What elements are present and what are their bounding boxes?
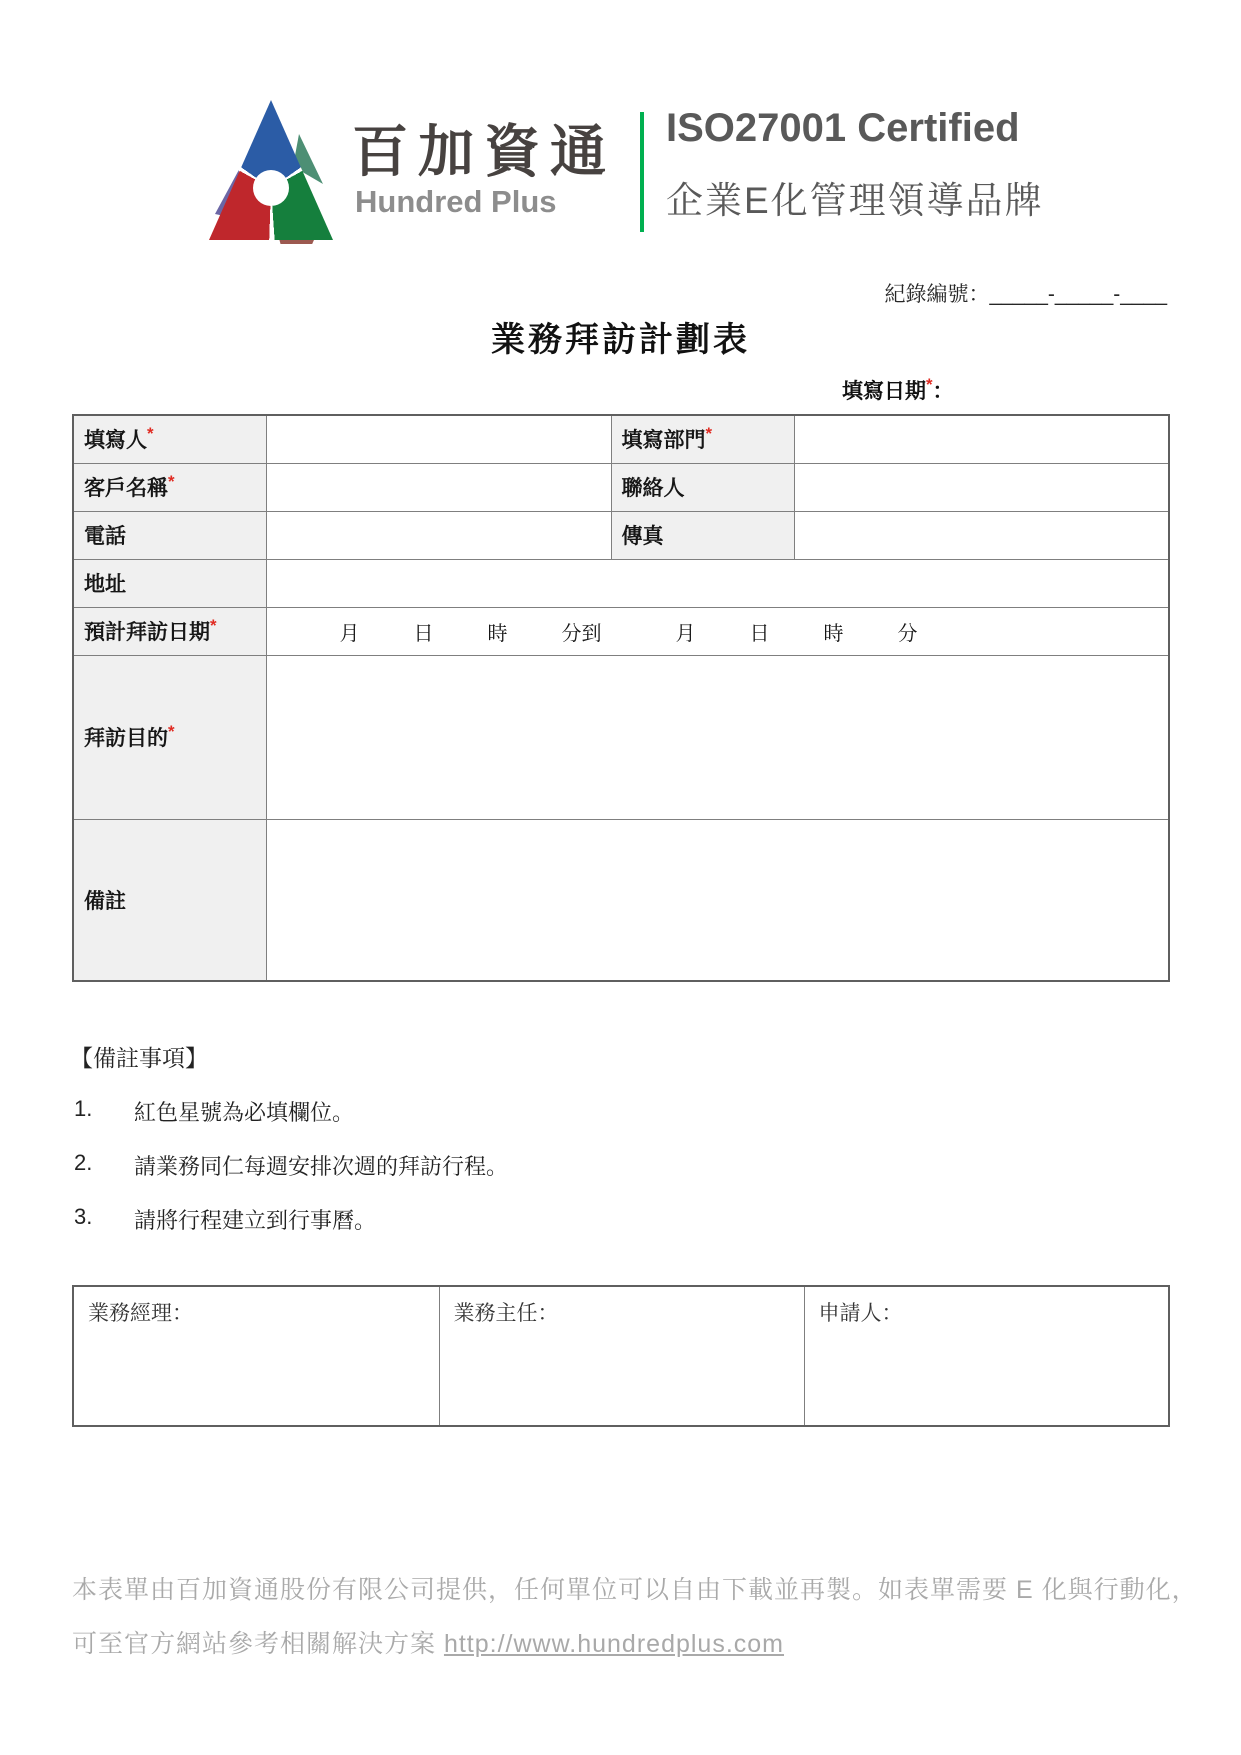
date-token-hour2: 時	[823, 622, 844, 645]
table-row	[73, 1286, 1169, 1426]
input-cell-fax	[794, 511, 1169, 559]
required-mark: *	[210, 616, 217, 635]
visit-date-placeholders	[268, 617, 1168, 646]
signature-table	[72, 1285, 1170, 1427]
date-token-hour: 時	[487, 622, 508, 645]
label-text: 拜訪目的	[84, 727, 168, 750]
label-phone	[73, 511, 266, 559]
table-row	[73, 415, 1169, 463]
footer-website-link[interactable]: http://www.hundredplus.com	[443, 1630, 785, 1658]
logo-divider-line	[640, 112, 644, 232]
fill-date-label: 填寫日期	[842, 380, 926, 403]
date-token-day: 日	[413, 622, 434, 645]
label-address	[73, 559, 266, 607]
date-token-day2: 日	[749, 622, 770, 645]
record-number-line	[885, 278, 1168, 308]
date-token-month2: 月	[675, 622, 696, 645]
label-text: 預計拜訪日期	[84, 621, 210, 644]
input-cell-remarks	[266, 819, 1169, 981]
note-number: 3.	[74, 1204, 93, 1229]
table-row	[73, 819, 1169, 981]
input-cell-contact-person	[794, 463, 1169, 511]
note-number: 2.	[74, 1150, 93, 1175]
label-text: 地址	[84, 573, 126, 596]
note-text: 紅色星號為必填欄位。	[134, 1100, 355, 1125]
label-text: 傳真	[621, 525, 664, 548]
footer-line-2	[72, 1624, 784, 1660]
required-mark: *	[705, 424, 713, 444]
label-customer-name	[73, 463, 266, 511]
input-cell-address	[266, 559, 1169, 607]
note-item	[74, 1204, 376, 1235]
label-fill-person	[73, 415, 266, 463]
label-visit-purpose	[73, 655, 266, 819]
table-row	[73, 511, 1169, 559]
label-text: 填寫部門	[621, 429, 706, 453]
input-cell-fill-department	[794, 415, 1169, 463]
table-row	[73, 559, 1169, 607]
fill-date-required-mark: *	[926, 375, 933, 394]
note-number: 1.	[74, 1096, 93, 1121]
note-text: 請業務同仁每週安排次週的拜訪行程。	[134, 1154, 509, 1179]
label-text: 填寫人	[84, 429, 147, 453]
signature-cell-applicant	[804, 1286, 1169, 1426]
label-fax	[611, 511, 794, 559]
table-row	[73, 655, 1169, 819]
label-text: 客戶名稱	[84, 477, 168, 500]
note-item	[74, 1096, 354, 1127]
record-number-blanks: _____-_____-____	[989, 283, 1167, 306]
signature-label: 申請人：	[818, 1302, 903, 1325]
note-item	[74, 1150, 508, 1181]
note-text: 請將行程建立到行事曆。	[134, 1208, 377, 1233]
label-text: 聯絡人	[621, 477, 685, 500]
label-expected-visit-date	[73, 607, 266, 655]
record-number-label: 紀錄編號：	[884, 283, 990, 306]
signature-cell-sales-supervisor	[439, 1286, 804, 1426]
label-remarks	[73, 819, 266, 981]
input-cell-customer-name	[266, 463, 611, 511]
fill-date-colon: ：	[932, 380, 954, 403]
hundredplus-triangle-logo-icon	[203, 98, 343, 248]
date-token-minute2: 分	[897, 622, 918, 645]
signature-cell-sales-manager	[73, 1286, 439, 1426]
notes-heading: 【備註事項】	[70, 1045, 208, 1071]
company-name-zh: 百加資通	[352, 120, 616, 183]
signature-label: 業務經理：	[88, 1302, 193, 1325]
label-contact-person	[611, 463, 794, 511]
label-text: 備註	[84, 889, 126, 913]
input-cell-phone	[266, 511, 611, 559]
footer-line-2-text: 可至官方網站參考相關解決方案	[72, 1630, 444, 1658]
company-name-en: Hundred Plus	[355, 184, 557, 219]
table-row	[73, 463, 1169, 511]
date-token-month: 月	[339, 622, 360, 645]
fill-date-line	[842, 375, 954, 405]
iso-certified-text: ISO27001 Certified	[666, 106, 1020, 150]
required-mark: *	[147, 424, 154, 444]
label-fill-department	[611, 415, 794, 463]
required-mark: *	[168, 472, 175, 491]
page-title: 業務拜訪計劃表	[491, 321, 750, 359]
input-cell-visit-date	[266, 607, 1169, 655]
input-cell-visit-purpose	[266, 655, 1169, 819]
table-row	[73, 607, 1169, 655]
brand-tagline-text: 企業E化管理領導品牌	[666, 180, 1044, 221]
input-cell-fill-person	[266, 415, 611, 463]
footer-line-1: 本表單由百加資通股份有限公司提供，任何單位可以自由下載並再製。如表單需要 E 化與行動化，	[72, 1576, 1198, 1604]
visit-plan-table	[72, 414, 1170, 982]
required-mark: *	[168, 722, 175, 741]
date-token-minute-to: 分到	[561, 622, 602, 645]
label-text: 電話	[84, 525, 126, 548]
signature-label: 業務主任：	[453, 1302, 559, 1325]
